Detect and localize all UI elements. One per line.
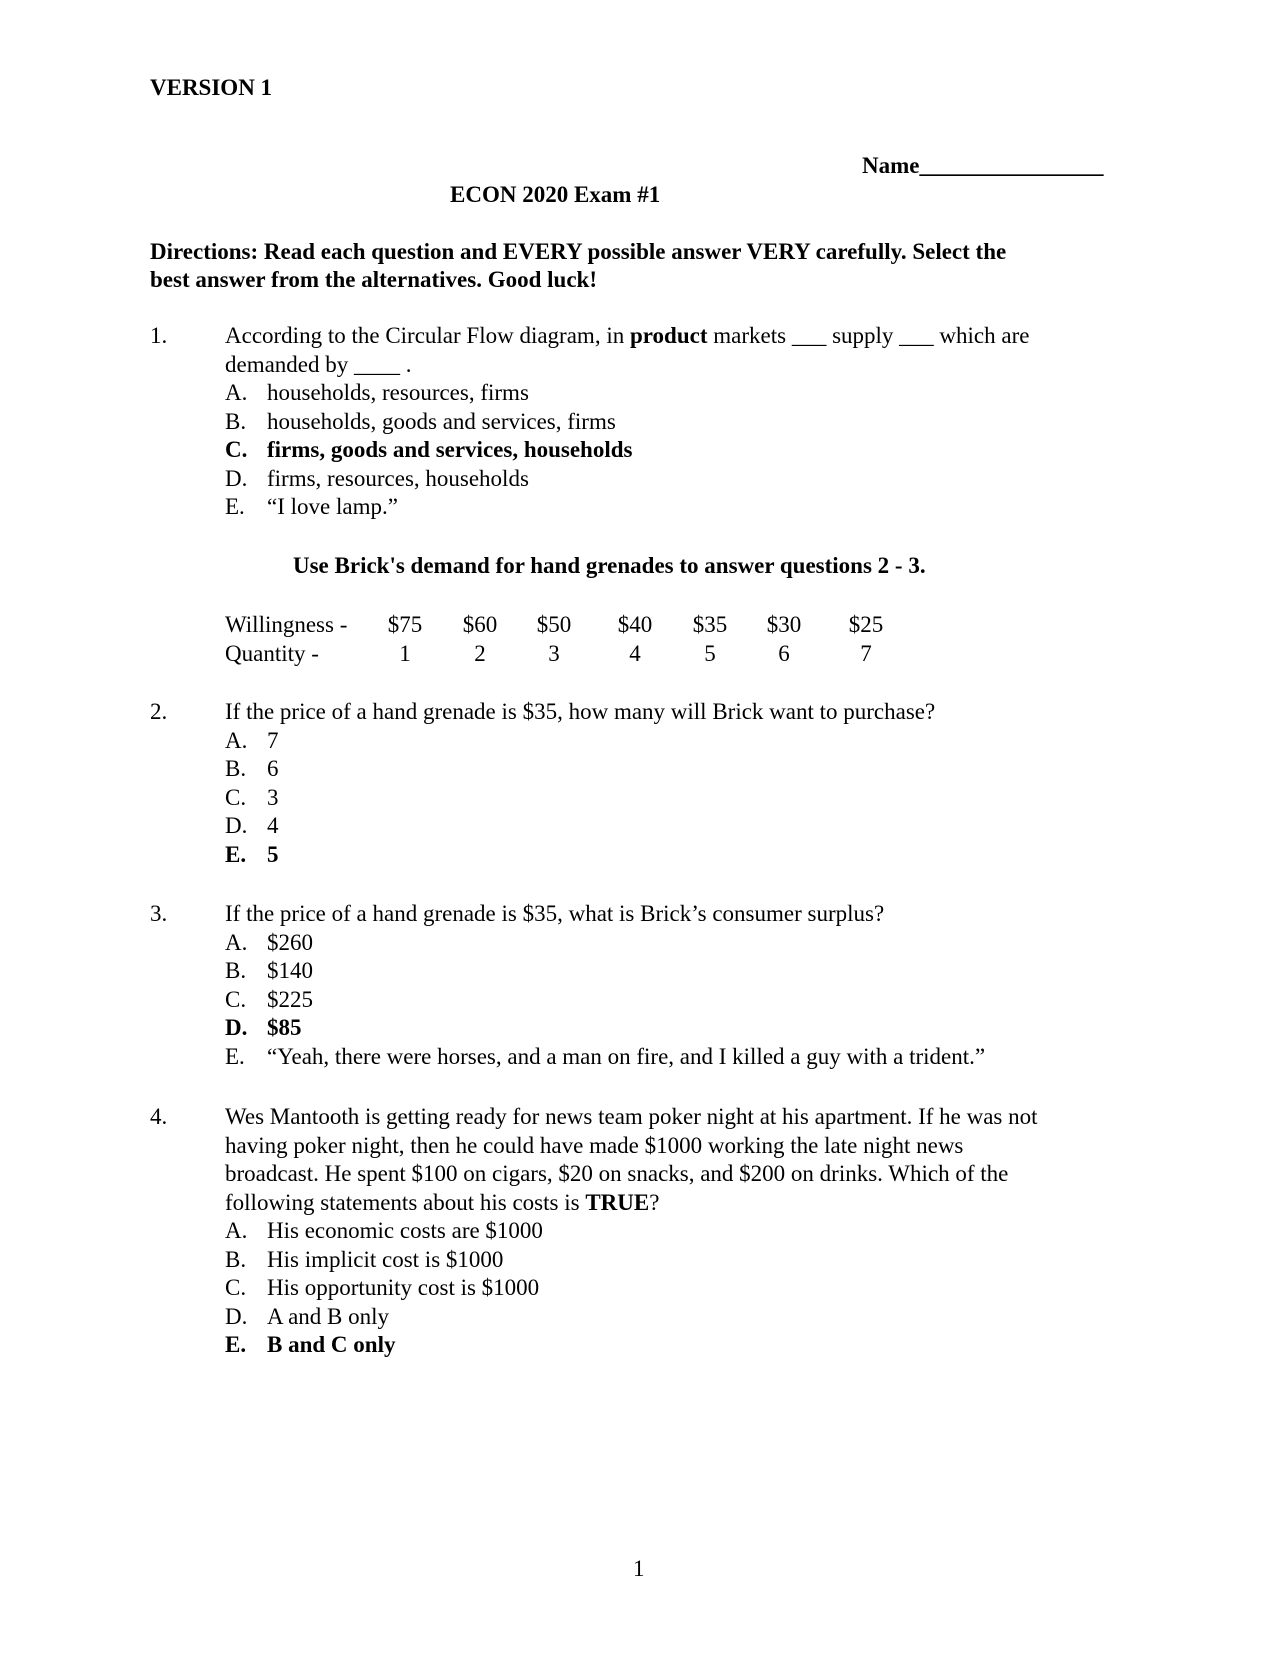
option-text: B and C only xyxy=(267,1332,396,1357)
question-text: If the price of a hand grenade is $35, what is Brick’s consumer surplus? xyxy=(225,901,885,926)
question-text-line xyxy=(225,1189,1130,1218)
option-text: $140 xyxy=(267,958,313,983)
option-letter: D. xyxy=(225,1015,248,1040)
option-text: households, resources, firms xyxy=(267,380,529,405)
option-text: A and B only xyxy=(267,1303,390,1329)
answer-option-c xyxy=(225,784,1130,813)
question-text: demanded by ____ . xyxy=(225,351,412,377)
answer-option-a xyxy=(225,727,1130,756)
quantity-cell: 7 xyxy=(860,641,872,666)
option-letter: C. xyxy=(225,437,248,462)
answer-option-a xyxy=(225,379,1130,408)
answer-option-b xyxy=(225,408,1130,437)
option-letter: D. xyxy=(225,465,248,491)
quantity-cell: 2 xyxy=(474,641,486,666)
answer-option-b xyxy=(225,957,1130,986)
willingness-cell: $30 xyxy=(766,612,802,637)
answer-option-c xyxy=(225,1274,1130,1303)
willingness-row xyxy=(225,611,925,640)
option-letter: B. xyxy=(225,1246,247,1272)
option-letter: C. xyxy=(225,986,247,1012)
question-1 xyxy=(150,322,1130,522)
willingness-cell: $75 xyxy=(387,612,423,637)
option-text: firms, resources, households xyxy=(267,465,529,491)
answer-option-d xyxy=(225,1303,1130,1332)
option-text: “I love lamp.” xyxy=(267,494,398,519)
willingness-cell: $35 xyxy=(692,612,728,637)
option-text: 4 xyxy=(267,813,279,838)
question-3 xyxy=(150,900,1130,1071)
option-letter: B. xyxy=(225,958,247,983)
option-text: 6 xyxy=(267,756,279,781)
question-number: 2. xyxy=(150,699,168,724)
answer-option-d xyxy=(225,465,1130,494)
answer-option-a xyxy=(225,1217,1130,1246)
option-letter: A. xyxy=(225,1218,248,1243)
demand-table-heading: Use Brick's demand for hand grenades to answer questions 2 - 3. xyxy=(293,553,926,578)
answer-option-b xyxy=(225,755,1130,784)
option-letter: B. xyxy=(225,756,247,781)
option-letter: C. xyxy=(225,1275,247,1300)
question-number: 1. xyxy=(150,323,168,348)
quantity-cell: 4 xyxy=(629,641,641,666)
quantity-cell: 6 xyxy=(778,641,790,666)
option-text: firms, goods and services, households xyxy=(267,437,633,462)
question-4 xyxy=(150,1103,1130,1360)
quantity-cell: 3 xyxy=(548,641,560,666)
option-letter: E. xyxy=(225,494,245,519)
willingness-cell: $40 xyxy=(617,612,653,637)
directions-line-1: Directions: Read each question and EVERY possible answer VERY carefully. Select the xyxy=(150,239,1007,264)
option-text: 3 xyxy=(267,784,279,810)
question-text: ? xyxy=(649,1189,660,1215)
page-number: 1 xyxy=(633,1556,645,1581)
name-field-label: Name________________ xyxy=(862,153,1104,178)
option-letter: A. xyxy=(225,727,248,753)
answer-option-e xyxy=(225,493,1130,522)
option-letter: E. xyxy=(225,841,247,867)
option-letter: E. xyxy=(225,1332,247,1357)
option-text: $85 xyxy=(267,1015,302,1040)
answer-option-a xyxy=(225,929,1130,958)
question-text: broadcast. He spent $100 on cigars, $20 on snacks, and $200 on drinks. Which of the xyxy=(225,1161,1009,1186)
exam-title: ECON 2020 Exam #1 xyxy=(450,182,661,207)
option-letter: D. xyxy=(225,1303,248,1329)
option-text: His implicit cost is $1000 xyxy=(267,1246,504,1272)
answer-option-d-correct xyxy=(225,1014,1130,1043)
option-text: 5 xyxy=(267,841,279,867)
willingness-cell: $60 xyxy=(462,612,498,637)
question-text: markets ___ supply ___ which are xyxy=(707,323,1030,348)
question-text: following statements about his costs is xyxy=(225,1189,586,1215)
option-text: “Yeah, there were horses, and a man on fire, and I killed a guy with a trident.” xyxy=(267,1043,986,1069)
answer-option-b xyxy=(225,1246,1130,1275)
answer-option-c-correct xyxy=(225,436,1130,465)
question-keyword: product xyxy=(629,323,708,348)
answer-option-e-correct xyxy=(225,1331,1130,1360)
answer-option-e xyxy=(225,1043,1130,1072)
directions-line-2: best answer from the alternatives. Good luck! xyxy=(150,267,597,292)
willingness-cell: $50 xyxy=(536,612,572,637)
question-text: Wes Mantooth is getting ready for news team poker night at his apartment. If he was not xyxy=(225,1104,1038,1129)
option-text: households, goods and services, firms xyxy=(267,408,616,434)
question-text-line xyxy=(225,322,1130,351)
willingness-label: Willingness - xyxy=(225,612,348,637)
option-letter: B. xyxy=(225,408,247,434)
option-letter: A. xyxy=(225,380,248,405)
quantity-label: Quantity - xyxy=(225,641,319,666)
option-letter: E. xyxy=(225,1043,245,1069)
willingness-cell: $25 xyxy=(848,612,884,637)
option-letter: C. xyxy=(225,784,247,810)
quantity-cell: 1 xyxy=(399,641,411,666)
question-2 xyxy=(150,698,1130,869)
option-text: His opportunity cost is $1000 xyxy=(267,1275,540,1300)
answer-option-e-correct xyxy=(225,841,1130,870)
option-letter: D. xyxy=(225,813,248,838)
option-text: $260 xyxy=(267,929,313,955)
option-letter: A. xyxy=(225,929,248,955)
question-keyword: TRUE xyxy=(585,1189,650,1215)
answer-option-c xyxy=(225,986,1130,1015)
question-number: 4. xyxy=(150,1104,168,1129)
question-text: According to the Circular Flow diagram, in xyxy=(225,323,630,348)
question-text: If the price of a hand grenade is $35, how many will Brick want to purchase? xyxy=(225,699,936,724)
option-text: $225 xyxy=(267,986,313,1012)
option-text: His economic costs are $1000 xyxy=(267,1218,543,1243)
question-number: 3. xyxy=(150,901,168,926)
option-text: 7 xyxy=(267,727,279,753)
answer-option-d xyxy=(225,812,1130,841)
version-label: VERSION 1 xyxy=(150,75,273,100)
quantity-cell: 5 xyxy=(704,641,716,666)
quantity-row xyxy=(225,640,925,669)
question-text: having poker night, then he could have made $1000 working the late night news xyxy=(225,1132,964,1158)
